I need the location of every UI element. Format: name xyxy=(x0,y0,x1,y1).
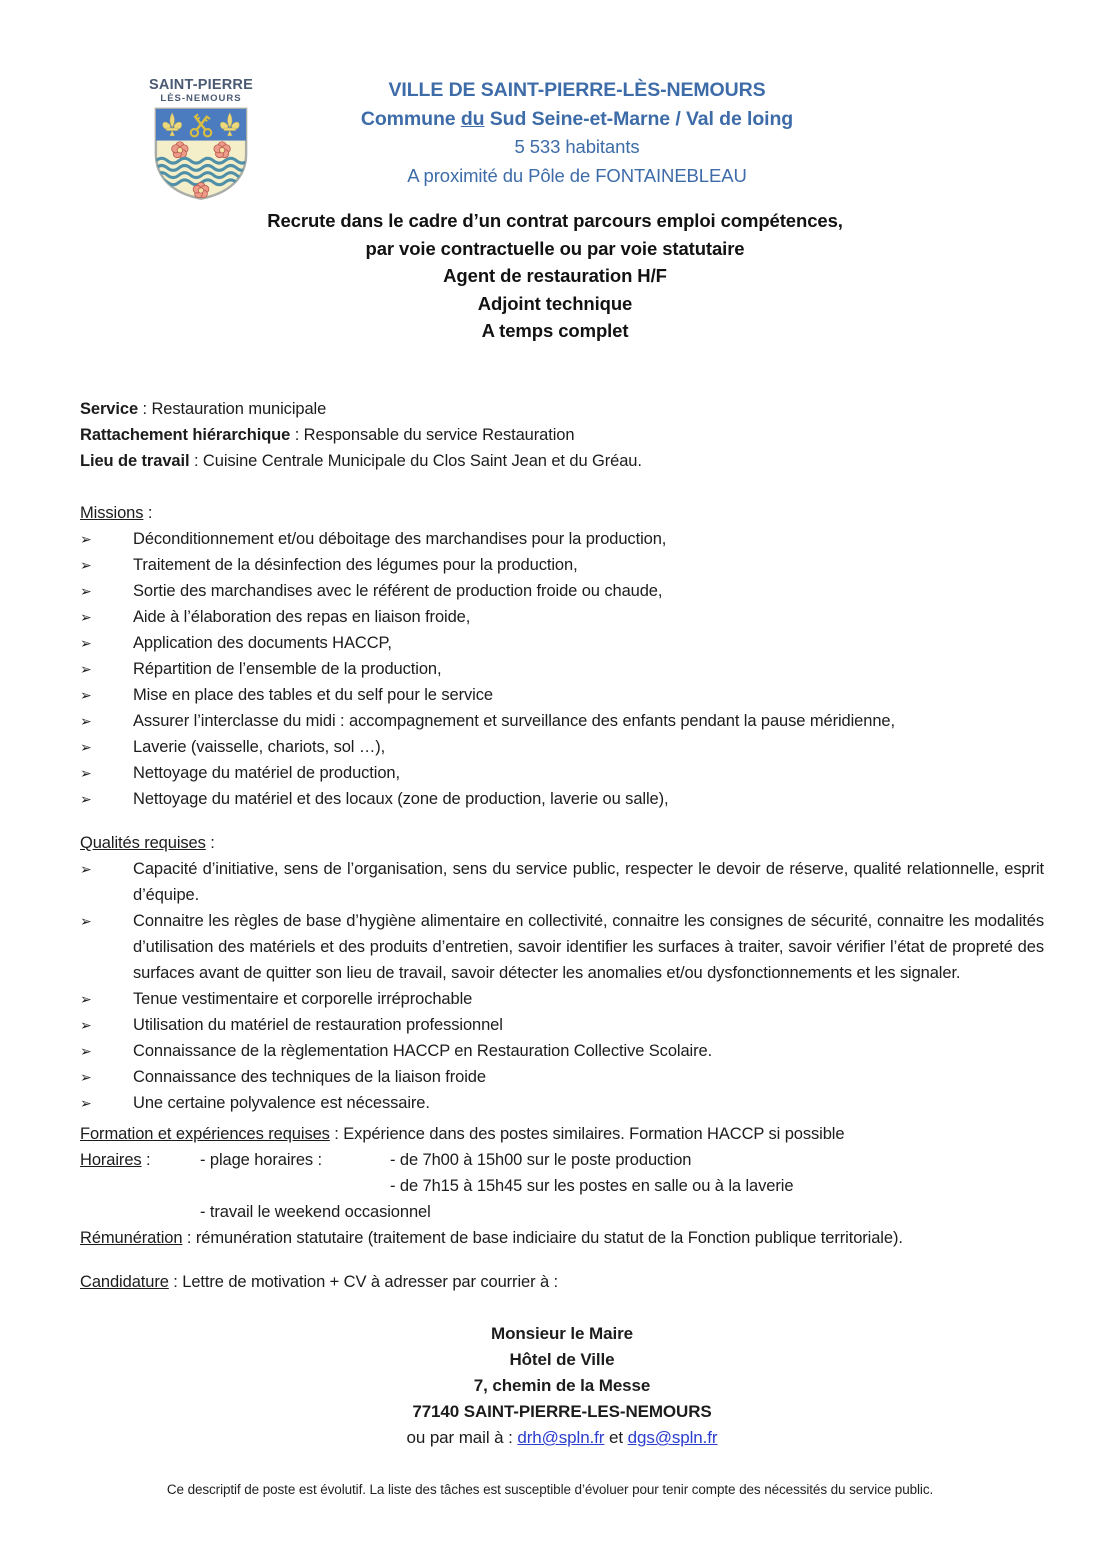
subtitle-prefix: Commune xyxy=(360,107,461,130)
arrow-bullet-icon: ➢ xyxy=(80,661,92,677)
logo-town-name-2: LÈS-NEMOURS xyxy=(160,93,242,104)
mission-text: Assurer l’interclasse du midi : accompagnement et surveillance des enfants pendant la pause méridienne, xyxy=(133,712,895,730)
horaires-label-cell xyxy=(80,1147,200,1173)
missions-heading xyxy=(80,500,1044,526)
formation-line xyxy=(80,1121,1044,1147)
info-value: : Restauration municipale xyxy=(138,400,327,418)
mission-text: Aide à l’élaboration des repas en liaison froide, xyxy=(133,608,471,626)
qualities-heading-colon: : xyxy=(205,834,215,852)
population-line: 5 533 habitants xyxy=(514,136,640,157)
info-label: Service xyxy=(80,400,139,418)
formation-value: : Expérience dans des postes similaires. Formation HACCP si possible xyxy=(329,1125,845,1143)
mail-link-drh[interactable]: drh@spln.fr xyxy=(517,1428,605,1447)
job-description-body xyxy=(80,396,1044,1451)
info-value: : Cuisine Centrale Municipale du Clos Saint Jean et du Gréau. xyxy=(189,452,642,470)
job-announcement xyxy=(10,207,1100,345)
quality-text: Connaissance de la règlementation HACCP en Restauration Collective Scolaire. xyxy=(133,1042,713,1060)
info-row xyxy=(80,396,1044,422)
quality-text: Connaissance des techniques de la liaison froide xyxy=(133,1068,486,1086)
mission-text: Mise en place des tables et du self pour le service xyxy=(133,686,493,704)
mail-separator: et xyxy=(604,1428,628,1447)
logo-town-name: SAINT-PIERRE xyxy=(149,77,253,93)
horaires-row xyxy=(80,1147,1044,1173)
candidature-label: Candidature xyxy=(80,1273,169,1291)
quality-item xyxy=(80,986,1044,1012)
mission-item xyxy=(80,786,1044,812)
address-recipient: Monsieur le Maire xyxy=(491,1324,633,1343)
quality-text: Tenue vestimentaire et corporelle irréprochable xyxy=(133,990,473,1008)
mission-text: Nettoyage du matériel de production, xyxy=(133,764,400,782)
horaires-colon: : xyxy=(141,1151,151,1169)
arrow-bullet-icon: ➢ xyxy=(80,687,92,703)
mission-text: Laverie (vaisselle, chariots, sol …), xyxy=(133,738,386,756)
arrow-bullet-icon: ➢ xyxy=(80,583,92,599)
info-block xyxy=(80,396,1044,474)
qualities-heading-text: Qualités requises xyxy=(80,834,206,852)
mission-text: Répartition de l’ensemble de la production, xyxy=(133,660,442,678)
mission-text: Traitement de la désinfection des légumes pour la production, xyxy=(133,556,578,574)
missions-heading-text: Missions xyxy=(80,504,144,522)
weekend-line: - travail le weekend occasionnel xyxy=(200,1203,431,1221)
arrow-bullet-icon: ➢ xyxy=(80,765,92,781)
arrow-bullet-icon: ➢ xyxy=(80,635,92,651)
mission-item xyxy=(80,682,1044,708)
arrow-bullet-icon: ➢ xyxy=(80,609,92,625)
address-city: 77140 SAINT-PIERRE-LES-NEMOURS xyxy=(412,1402,712,1421)
address-building: Hôtel de Ville xyxy=(509,1350,615,1369)
mission-item xyxy=(80,552,1044,578)
plage-time-2: - de 7h15 à 15h45 sur les postes en salle ou à la laverie xyxy=(390,1177,794,1195)
quality-item xyxy=(80,1064,1044,1090)
subtitle-underlined-word: du xyxy=(460,107,485,130)
mission-item xyxy=(80,760,1044,786)
mail-line xyxy=(80,1425,1044,1451)
quality-item xyxy=(80,856,1044,908)
mail-prefix: ou par mail à : xyxy=(406,1428,518,1447)
qualities-list xyxy=(80,856,1044,1116)
address-street: 7, chemin de la Messe xyxy=(473,1376,651,1395)
arrow-bullet-icon: ➢ xyxy=(80,1017,92,1033)
mission-item xyxy=(80,708,1044,734)
quality-item xyxy=(80,908,1044,986)
arrow-bullet-icon: ➢ xyxy=(80,1069,92,1085)
town-header xyxy=(54,76,1100,190)
mission-text: Application des documents HACCP, xyxy=(133,634,392,652)
conditions-section xyxy=(80,1121,1044,1251)
formation-label: Formation et expériences requises xyxy=(80,1125,330,1143)
announcement-line: Recrute dans le cadre d’un contrat parcours emploi compétences, xyxy=(267,210,843,231)
info-label: Lieu de travail xyxy=(80,452,190,470)
qualities-heading xyxy=(80,830,1044,856)
job-time: A temps complet xyxy=(481,320,629,341)
footer-note: Ce descriptif de poste est évolutif. La liste des tâches est susceptible d’évoluer pour tenir compte des nécessités du service public. xyxy=(166,1482,934,1497)
mission-item xyxy=(80,630,1044,656)
arrow-bullet-icon: ➢ xyxy=(80,991,92,1007)
remuneration-line xyxy=(80,1225,1044,1251)
mail-link-dgs[interactable]: dgs@spln.fr xyxy=(627,1428,718,1447)
candidature-value: : Lettre de motivation + CV à adresser par courrier à : xyxy=(168,1273,559,1291)
quality-item xyxy=(80,1038,1044,1064)
arrow-bullet-icon: ➢ xyxy=(80,739,92,755)
info-row xyxy=(80,448,1044,474)
arrow-bullet-icon: ➢ xyxy=(80,913,92,929)
qualities-section xyxy=(80,830,1044,1116)
mission-item xyxy=(80,734,1044,760)
quality-item xyxy=(80,1090,1044,1116)
missions-section xyxy=(80,500,1044,812)
mission-item xyxy=(80,526,1044,552)
mission-text: Déconditionnement et/ou déboitage des marchandises pour la production, xyxy=(133,530,667,548)
proximity-line: A proximité du Pôle de FONTAINEBLEAU xyxy=(407,164,747,186)
plage-time-1: - de 7h00 à 15h00 sur le poste production xyxy=(390,1151,692,1169)
town-title: VILLE DE SAINT-PIERRE-LÈS-NEMOURS xyxy=(388,79,766,101)
info-label: Rattachement hiérarchique xyxy=(80,426,291,444)
announcement-line: par voie contractuelle ou par voie statutaire xyxy=(365,237,745,259)
mission-text: Nettoyage du matériel et des locaux (zone de production, laverie ou salle), xyxy=(133,790,669,808)
plage-label: - plage horaires : xyxy=(200,1151,323,1169)
info-row xyxy=(80,422,1044,448)
mission-item xyxy=(80,578,1044,604)
missions-heading-colon: : xyxy=(143,504,153,522)
missions-list xyxy=(80,526,1044,812)
mission-text: Sortie des marchandises avec le référent de production froide ou chaude, xyxy=(133,582,663,600)
info-value: : Responsable du service Restauration xyxy=(290,426,575,444)
job-title: Agent de restauration H/F xyxy=(443,265,667,286)
quality-text: Utilisation du matériel de restauration professionnel xyxy=(133,1016,503,1034)
mission-item xyxy=(80,656,1044,682)
horaires-label: Horaires xyxy=(80,1151,142,1169)
quality-item xyxy=(80,1012,1044,1038)
subtitle-suffix: Sud Seine-et-Marne / Val de loing xyxy=(484,107,794,130)
arrow-bullet-icon: ➢ xyxy=(80,861,92,877)
quality-text: Connaitre les règles de base d’hygiène alimentaire en collectivité, connaitre les consignes de sécurité, connaitre les modalités d’utilisation des matériels et des produits d’entretien, savoir identifier les surfaces à traiter, savoir vérifier l’état de propreté des surfaces avant de quitter son lieu de travail, savoir détecter les anomalies et/ou dysfonctionnements et les signaler. xyxy=(133,912,1044,982)
quality-text: Une certaine polyvalence est nécessaire. xyxy=(133,1094,430,1112)
arrow-bullet-icon: ➢ xyxy=(80,557,92,573)
town-subtitle xyxy=(54,105,1100,134)
candidature-line xyxy=(80,1269,1044,1295)
mission-item xyxy=(80,604,1044,630)
arrow-bullet-icon: ➢ xyxy=(80,1095,92,1111)
quality-text: Capacité d’initiative, sens de l’organisation, sens du service public, respecter le devoir de réserve, qualité relationnelle, esprit d’équipe. xyxy=(133,860,1044,904)
remuneration-label: Rémunération xyxy=(80,1229,183,1247)
job-grade: Adjoint technique xyxy=(477,292,633,314)
arrow-bullet-icon: ➢ xyxy=(80,713,92,729)
arrow-bullet-icon: ➢ xyxy=(80,791,92,807)
arrow-bullet-icon: ➢ xyxy=(80,531,92,547)
remuneration-value: : rémunération statutaire (traitement de base indiciaire du statut de la Fonction publique territoriale). xyxy=(182,1229,903,1247)
postal-address-block xyxy=(80,1321,1044,1451)
arrow-bullet-icon: ➢ xyxy=(80,1043,92,1059)
